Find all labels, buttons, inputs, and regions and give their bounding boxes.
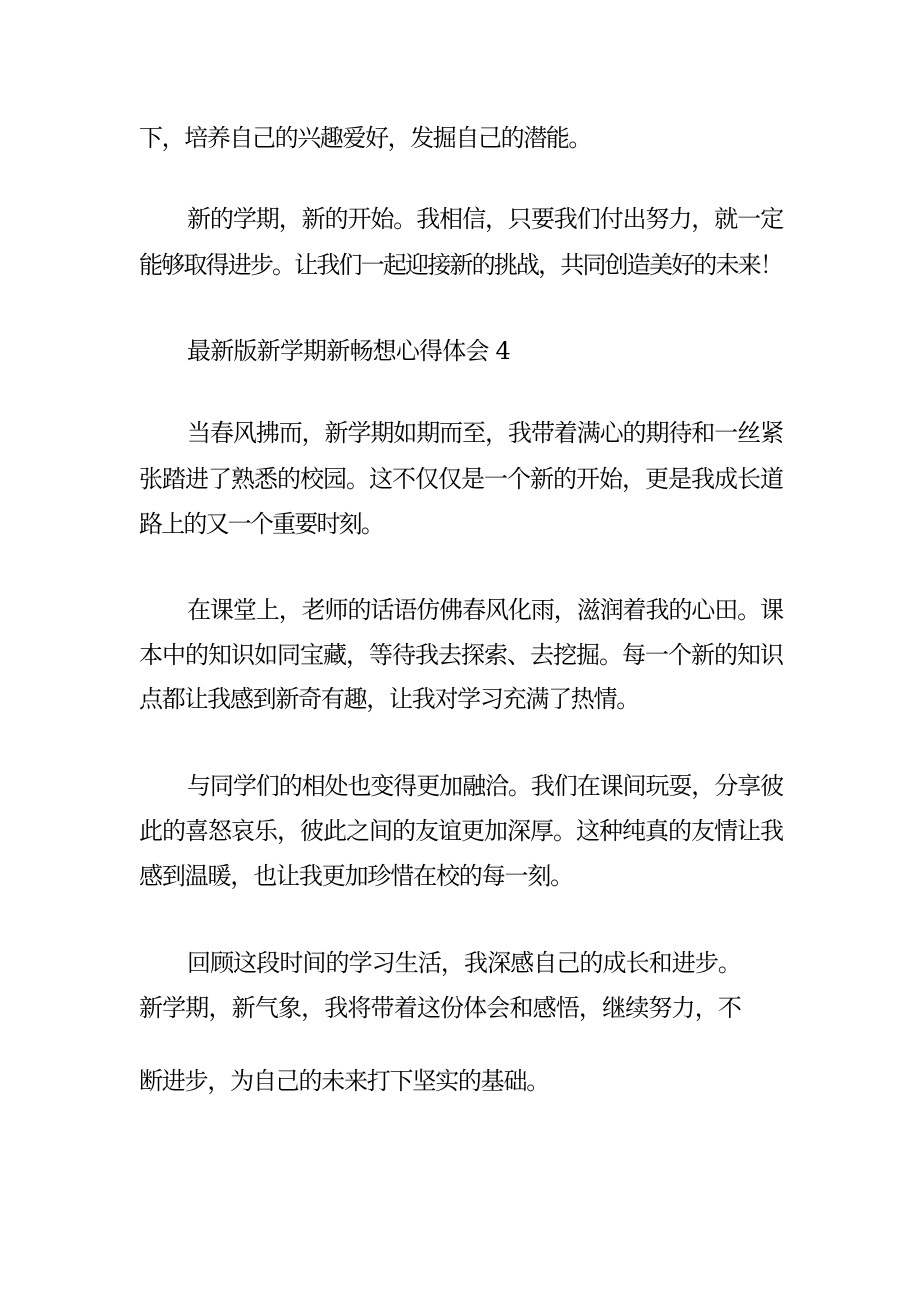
text-line: 新的学期，新的开始。我相信，只要我们付出努力，就一定 [187, 205, 783, 233]
text-line: 下，培养自己的兴趣爱好，发掘自己的潜能。 [139, 124, 591, 152]
text-line: 点都让我感到新奇有趣，让我对学习充满了热情。 [139, 685, 639, 713]
text-line: 此的喜怒哀乐，彼此之间的友谊更加深厚。这种纯真的友情让我 [139, 817, 783, 845]
text-line: 在课堂上，老师的话语仿佛春风化雨，滋润着我的心田。课 [187, 596, 783, 624]
text-line: 张踏进了熟悉的校园。这不仅仅是一个新的开始，更是我成长道 [139, 465, 783, 493]
text-line: 与同学们的相处也变得更加融洽。我们在课间玩耍，分享彼 [187, 772, 783, 800]
text-line: 新学期，新气象，我将带着这份体会和感悟，继续努力，不 [139, 994, 742, 1022]
section-heading: 最新版新学期新畅想心得体会 4 [187, 337, 510, 365]
text-line: 断进步，为自己的未来打下坚实的基础。 [139, 1067, 550, 1095]
text-line: 本中的知识如同宝藏，等待我去探索、去挖掘。每一个新的知识 [139, 641, 783, 669]
text-line: 当春风拂而，新学期如期而至，我带着满心的期待和一丝紧 [187, 419, 783, 447]
text-line: 感到温暖，也让我更加珍惜在校的每一刻。 [139, 862, 573, 890]
text-line: 回顾这段时间的学习生活，我深感自己的成长和进步。 [187, 949, 741, 977]
text-line: 能够取得进步。让我们一起迎接新的挑战，共同创造美好的未来！ [139, 251, 782, 279]
text-line: 路上的又一个重要时刻。 [139, 510, 384, 538]
